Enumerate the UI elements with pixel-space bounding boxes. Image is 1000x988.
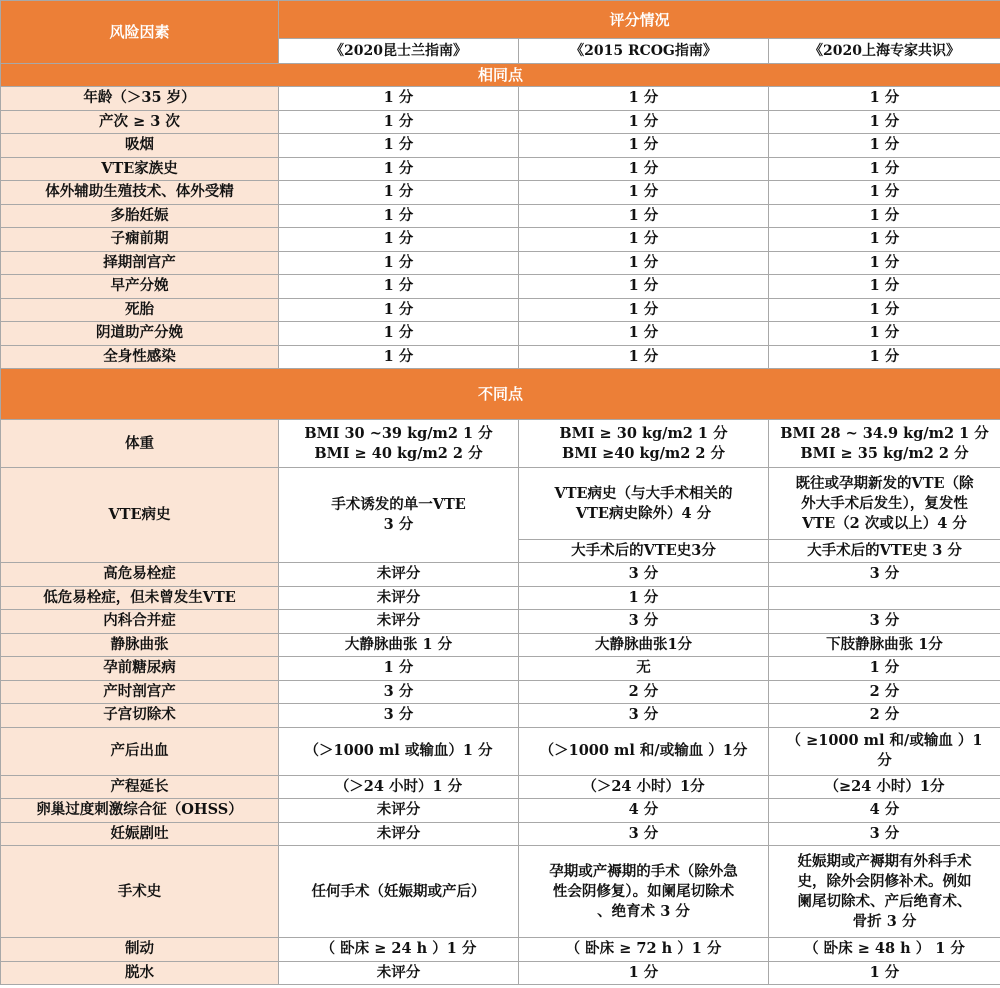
factor-cell: 子宫切除术 (1, 704, 279, 728)
factor-cell: 择期剖宫产 (1, 251, 279, 275)
surgery-rcog: 孕期或产褥期的手术（除外急 性会阴修复）。如阑尾切除术 、绝育术 3 分 (519, 846, 769, 938)
score-rcog: （＞24 小时）1分 (519, 775, 769, 799)
score-shanghai: 4 分 (769, 799, 1000, 823)
factor-cell: 内科合并症 (1, 610, 279, 634)
table-row (1, 563, 1000, 587)
score-shanghai: 1 分 (769, 204, 1000, 228)
score-rcog: 1 分 (519, 345, 769, 369)
score-queensland: 1 分 (279, 275, 519, 299)
factor-cell: 早产分娩 (1, 275, 279, 299)
score-shanghai: 1 分 (769, 657, 1000, 681)
score-shanghai: 1 分 (769, 251, 1000, 275)
score-queensland: 1 分 (279, 181, 519, 205)
score-shanghai: 1 分 (769, 345, 1000, 369)
factor-cell: 多胎妊娠 (1, 204, 279, 228)
score-queensland: 1 分 (279, 251, 519, 275)
score-rcog: 大静脉曲张1分 (519, 633, 769, 657)
score-shanghai: 1 分 (769, 275, 1000, 299)
table-row (1, 657, 1000, 681)
factor-header: 风险因素 (1, 1, 279, 64)
score-rcog: 1 分 (519, 134, 769, 158)
score-rcog: 无 (519, 657, 769, 681)
factor-surgery: 手术史 (1, 846, 279, 938)
factor-weight: 体重 (1, 420, 279, 468)
vte-shanghai-1: 既往或孕期新发的VTE（除 外大手术后发生），复发性 VTE（2 次或以上）4 分 (769, 468, 1000, 540)
factor-cell: 产程延长 (1, 775, 279, 799)
table-row (1, 961, 1000, 985)
score-rcog: 3 分 (519, 610, 769, 634)
table-row (1, 775, 1000, 799)
score-queensland: 1 分 (279, 110, 519, 134)
score-rcog: 1 分 (519, 181, 769, 205)
section-different: 不同点 (1, 369, 1000, 420)
score-rcog: 3 分 (519, 704, 769, 728)
pph-shanghai: （ ≥1000 ml 和/或输血 ）1 分 (769, 727, 1000, 775)
table-row (1, 680, 1000, 704)
score-rcog: 1 分 (519, 110, 769, 134)
score-shanghai: 1 分 (769, 298, 1000, 322)
score-queensland: 3 分 (279, 704, 519, 728)
score-queensland: 1 分 (279, 298, 519, 322)
table-row (1, 938, 1000, 962)
factor-vte-history: VTE病史 (1, 468, 279, 563)
score-queensland: 未评分 (279, 822, 519, 846)
score-queensland: 1 分 (279, 157, 519, 181)
score-rcog: 1 分 (519, 228, 769, 252)
score-queensland: 1 分 (279, 322, 519, 346)
score-shanghai: 1 分 (769, 322, 1000, 346)
score-shanghai: （≥24 小时）1分 (769, 775, 1000, 799)
score-shanghai: 3 分 (769, 822, 1000, 846)
factor-cell: 产时剖宫产 (1, 680, 279, 704)
table-row (1, 275, 1000, 299)
score-rcog: 2 分 (519, 680, 769, 704)
table-row (1, 633, 1000, 657)
score-queensland: 1 分 (279, 345, 519, 369)
score-queensland: 1 分 (279, 228, 519, 252)
score-rcog: 1 分 (519, 298, 769, 322)
score-rcog: 1 分 (519, 87, 769, 111)
table-row (1, 799, 1000, 823)
table-row (1, 704, 1000, 728)
score-rcog: 3 分 (519, 563, 769, 587)
score-rcog: 1 分 (519, 204, 769, 228)
factor-cell: VTE家族史 (1, 157, 279, 181)
score-queensland: 大静脉曲张 1 分 (279, 633, 519, 657)
factor-cell: 静脉曲张 (1, 633, 279, 657)
table-row (1, 251, 1000, 275)
factor-cell: 高危易栓症 (1, 563, 279, 587)
score-rcog: 3 分 (519, 822, 769, 846)
vte-rcog-2: 大手术后的VTE史3分 (519, 540, 769, 563)
score-queensland: 1 分 (279, 134, 519, 158)
score-shanghai: 下肢静脉曲张 1分 (769, 633, 1000, 657)
factor-cell: 制动 (1, 938, 279, 962)
score-queensland: 未评分 (279, 563, 519, 587)
score-queensland: 1 分 (279, 87, 519, 111)
section-same: 相同点 (1, 64, 1000, 87)
score-queensland: （ 卧床 ≥ 24 h ）1 分 (279, 938, 519, 962)
table-row (1, 345, 1000, 369)
score-rcog: 1 分 (519, 157, 769, 181)
factor-cell: 年龄（＞35 岁） (1, 87, 279, 111)
factor-cell: 子痫前期 (1, 228, 279, 252)
score-shanghai: 1 分 (769, 134, 1000, 158)
score-rcog: 1 分 (519, 275, 769, 299)
pph-queensland: （＞1000 ml 或输血）1 分 (279, 727, 519, 775)
score-shanghai: 1 分 (769, 157, 1000, 181)
score-queensland: 3 分 (279, 680, 519, 704)
table-row (1, 204, 1000, 228)
score-queensland: 未评分 (279, 799, 519, 823)
factor-pph: 产后出血 (1, 727, 279, 775)
table-row (1, 181, 1000, 205)
score-queensland: 1 分 (279, 204, 519, 228)
table-row (1, 822, 1000, 846)
score-shanghai: 1 分 (769, 110, 1000, 134)
score-header: 评分情况 (279, 1, 1000, 39)
score-queensland: （＞24 小时）1 分 (279, 775, 519, 799)
score-shanghai: 1 分 (769, 961, 1000, 985)
factor-cell: 孕前糖尿病 (1, 657, 279, 681)
score-shanghai: 1 分 (769, 228, 1000, 252)
factor-cell: 脱水 (1, 961, 279, 985)
table-row (1, 87, 1000, 111)
surgery-queensland: 任何手术（妊娠期或产后） (279, 846, 519, 938)
factor-cell: 体外辅助生殖技术、体外受精 (1, 181, 279, 205)
score-shanghai: 3 分 (769, 563, 1000, 587)
factor-cell: 死胎 (1, 298, 279, 322)
score-rcog: 4 分 (519, 799, 769, 823)
score-rcog: 1 分 (519, 322, 769, 346)
vte-shanghai-2: 大手术后的VTE史 3 分 (769, 540, 1000, 563)
table-row (1, 586, 1000, 610)
score-shanghai: 2 分 (769, 680, 1000, 704)
score-shanghai: 2 分 (769, 704, 1000, 728)
score-rcog: 1 分 (519, 961, 769, 985)
score-queensland: 未评分 (279, 610, 519, 634)
guideline-shanghai-2020: 《2020上海专家共识》 (769, 39, 1000, 64)
factor-cell: 阴道助产分娩 (1, 322, 279, 346)
score-queensland: 1 分 (279, 657, 519, 681)
score-shanghai: 3 分 (769, 610, 1000, 634)
score-rcog: 1 分 (519, 586, 769, 610)
vte-rcog-1: VTE病史（与大手术相关的 VTE病史除外）4 分 (519, 468, 769, 540)
table-row (1, 228, 1000, 252)
factor-cell: 妊娠剧吐 (1, 822, 279, 846)
surgery-shanghai: 妊娠期或产褥期有外科手术 史，除外会阴修补术。例如 阑尾切除术、产后绝育术、 骨折 3 分 (769, 846, 1000, 938)
score-shanghai: （ 卧床 ≥ 48 h ） 1 分 (769, 938, 1000, 962)
pph-rcog: （＞1000 ml 和/或输血 ）1分 (519, 727, 769, 775)
weight-rcog: BMI ≥ 30 kg/m2 1 分 BMI ≥40 kg/m2 2 分 (519, 420, 769, 468)
weight-queensland: BMI 30 ~39 kg/m2 1 分 BMI ≥ 40 kg/m2 2 分 (279, 420, 519, 468)
factor-cell: 低危易栓症，但未曾发生VTE (1, 586, 279, 610)
factor-cell: 产次 ≥ 3 次 (1, 110, 279, 134)
guideline-rcog-2015: 《2015 RCOG指南》 (519, 39, 769, 64)
score-queensland: 未评分 (279, 586, 519, 610)
score-queensland: 未评分 (279, 961, 519, 985)
factor-cell: 卵巢过度刺激综合征（OHSS） (1, 799, 279, 823)
score-shanghai: 1 分 (769, 87, 1000, 111)
table-row (1, 610, 1000, 634)
score-rcog: 1 分 (519, 251, 769, 275)
guideline-queensland-2020: 《2020昆士兰指南》 (279, 39, 519, 64)
table-row (1, 134, 1000, 158)
weight-shanghai: BMI 28 ~ 34.9 kg/m2 1 分 BMI ≥ 35 kg/m2 2 分 (769, 420, 1000, 468)
table-row (1, 110, 1000, 134)
score-shanghai (769, 586, 1000, 610)
table-row (1, 157, 1000, 181)
table-row (1, 298, 1000, 322)
score-rcog: （ 卧床 ≥ 72 h ）1 分 (519, 938, 769, 962)
factor-cell: 全身性感染 (1, 345, 279, 369)
vte-queensland: 手术诱发的单一VTE 3 分 (279, 468, 519, 563)
table-row (1, 322, 1000, 346)
score-shanghai: 1 分 (769, 181, 1000, 205)
factor-cell: 吸烟 (1, 134, 279, 158)
